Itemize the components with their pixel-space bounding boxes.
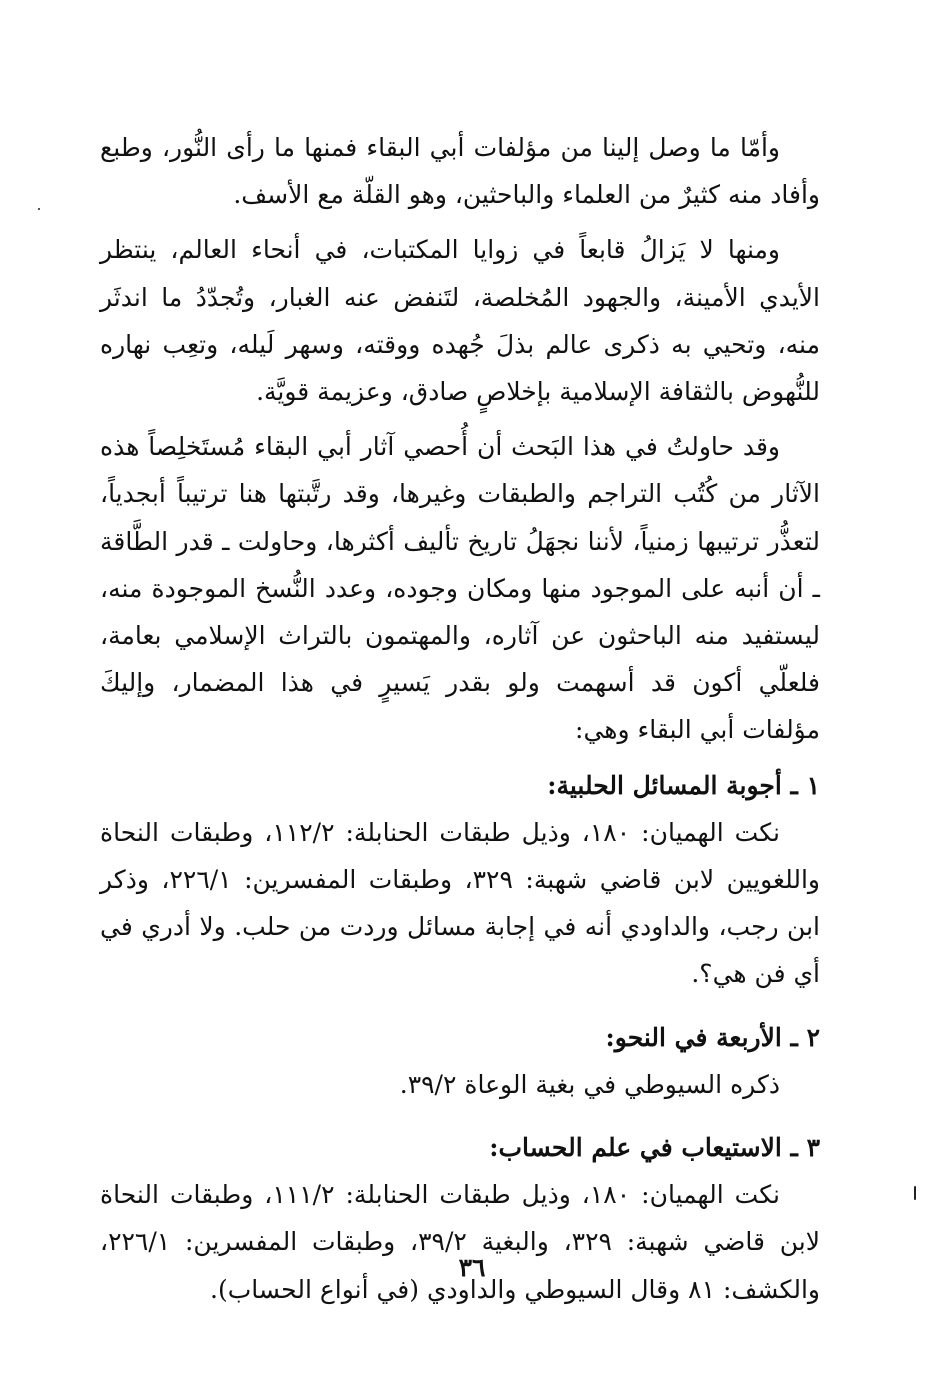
entry-3-body: نكت الهميان: ١٨٠، وذيل طبقات الحنابلة: ١١١/٢، وطبقات النحاة لابن قاضي شهبة: ٣٢٩، والبغية ٣٩/٢، وطبقات المفسرين: ٢٢٦/١، والكشف: ٨١ وقال السيوطي والداودي (في أنواع الحساب). [100,1180,820,1304]
page-body [100,124,820,1321]
entry-3-heading: ٣ ـ الاستيعاب في علم الحساب: [489,1133,820,1163]
entry-1-body: نكت الهميان: ١٨٠، وذيل طبقات الحنابلة: ١١٢/٢، وطبقات النحاة واللغويين لابن قاضي شهبة: ٣٢٩، وطبقات المفسرين: ٢٢٦/١، وذكر ابن رجب، والداودي أنه في إجابة مسائل وردت من حلب. ولا أدري في أي فن هي؟. [100,817,820,989]
page-number: ٣٦ [458,1253,486,1282]
entry-2-heading: ٢ ـ الأربعة في النحو: [605,1022,820,1052]
entry-2-body: ذكره السيوطي في بغية الوعاة ٣٩/٢. [399,1069,780,1099]
scan-speck [914,1186,916,1200]
intro-paragraph-1: وأمّا ما وصل إلينا من مؤلفات أبي البقاء فمنها ما رأى النُّور، وطبع وأفاد منه كثيرٌ من العلماء والباحثين، وهو القلّة مع الأسف. [100,133,820,210]
entry-1-heading: ١ ـ أجوبة المسائل الحلبية: [547,770,820,800]
intro-paragraph-3: وقد حاولتُ في هذا البَحث أن أُحصي آثار أبي البقاء مُستَخلِصاً هذه الآثار من كُتُب التراجم والطبقات وغيرها، وقد رتَّبتها هنا ترتيباً أبجدياً، لتعذُّر ترتيبها زمنياً، لأننا نجهَلُ تاريخ تأليف أكثرها، وحاولت ـ قدر الطَّاقة ـ أن أنبه على الموجود منها ومكان وجوده، وعدد النُّسخ الموجودة منه، ليستفيد منه الباحثون عن آثاره، والمهتمون بالتراث الإسلامي بعامة، فلعلّي أكون قد أسهمت ولو بقدر يَسيرٍ في هذا المضمار، وإليكَ مؤلفات أبي البقاء وهي: [100,432,820,745]
scan-speck [38,208,40,210]
intro-paragraph-2: ومنها لا يَزالُ قابعاً في زوايا المكتبات، في أنحاء العالم، ينتظر الأيدي الأمينة، والجهود المُخلصة، لتَنفض عنه الغبار، وتُجدّدُ ما اندثَر منه، وتحيي به ذكرى عالم بذلَ جُهده ووقته، وسهر لَيله، وتعِب نهاره للنُّهوض بالثقافة الإسلامية بإخلاصٍ صادق، وعزيمة قويَّة. [100,235,820,407]
